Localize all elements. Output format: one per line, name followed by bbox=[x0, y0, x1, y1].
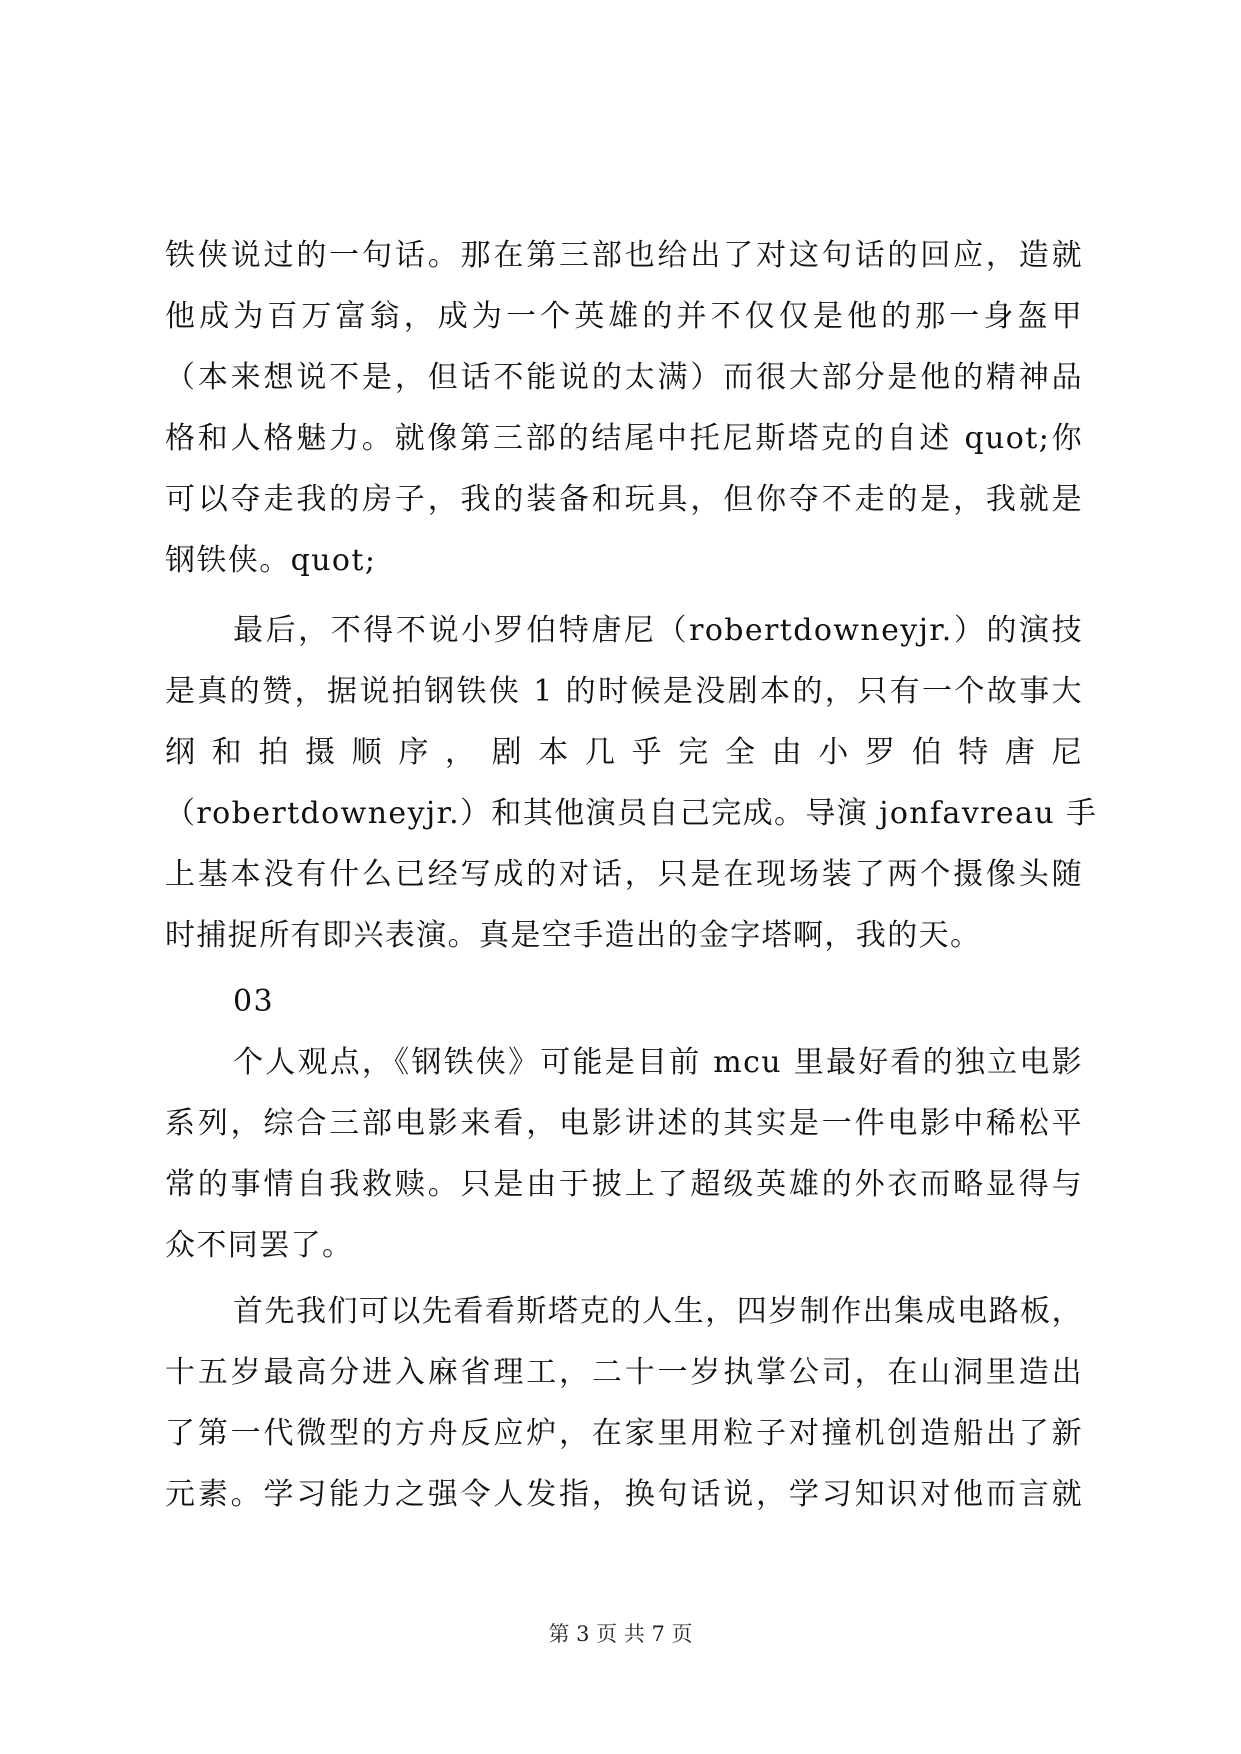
page-footer bbox=[0, 1618, 1241, 1648]
text-line: 个人观点，《钢铁侠》可能是目前 mcu 里最好看的独立电影 bbox=[233, 1045, 1083, 1080]
text-line: 元素。学习能力之强令人发指，换句话说，学习知识对他而言就 bbox=[165, 1477, 1083, 1512]
text-line: 纲和拍摄顺序，剧本几乎完全由小罗伯特唐尼 bbox=[165, 735, 1083, 770]
text-line: 钢铁侠。quot; bbox=[165, 543, 377, 578]
text-line: （本来想说不是，但话不能说的太满）而很大部分是他的精神品 bbox=[165, 360, 1083, 395]
text-line: 首先我们可以先看看斯塔克的人生，四岁制作出集成电路板， bbox=[233, 1294, 1083, 1329]
text-line: 上基本没有什么已经写成的对话，只是在现场装了两个摄像头随 bbox=[165, 857, 1083, 892]
text-line: 最后，不得不说小罗伯特唐尼（robertdowneyjr.）的演技 bbox=[233, 613, 1083, 648]
text-line: 铁侠说过的一句话。那在第三部也给出了对这句话的回应，造就 bbox=[165, 238, 1083, 273]
text-line: 时捕捉所有即兴表演。真是空手造出的金字塔啊，我的天。 bbox=[165, 918, 982, 953]
section-number: 03 bbox=[233, 984, 274, 1019]
text-line: 十五岁最高分进入麻省理工，二十一岁执掌公司，在山洞里造出 bbox=[165, 1355, 1083, 1390]
page-number-label: 第 3 页 共 7 页 bbox=[548, 1622, 693, 1646]
text-line: 他成为百万富翁，成为一个英雄的并不仅仅是他的那一身盔甲 bbox=[165, 299, 1083, 334]
text-line: 可以夺走我的房子，我的装备和玩具，但你夺不走的是，我就是 bbox=[165, 482, 1083, 517]
text-line: 常的事情自我救赎。只是由于披上了超级英雄的外衣而略显得与 bbox=[165, 1167, 1083, 1202]
text-line: 是真的赞，据说拍钢铁侠 1 的时候是没剧本的，只有一个故事大 bbox=[165, 674, 1083, 709]
text-line: 格和人格魅力。就像第三部的结尾中托尼斯塔克的自述 quot;你 bbox=[165, 421, 1083, 456]
text-line: 了第一代微型的方舟反应炉，在家里用粒子对撞机创造船出了新 bbox=[165, 1416, 1083, 1451]
text-line: （robertdowneyjr.）和其他演员自己完成。导演 jonfavreau 手 bbox=[165, 796, 1098, 831]
text-line: 众不同罢了。 bbox=[165, 1228, 354, 1263]
text-line: 系列，综合三部电影来看，电影讲述的其实是一件电影中稀松平 bbox=[165, 1106, 1083, 1141]
